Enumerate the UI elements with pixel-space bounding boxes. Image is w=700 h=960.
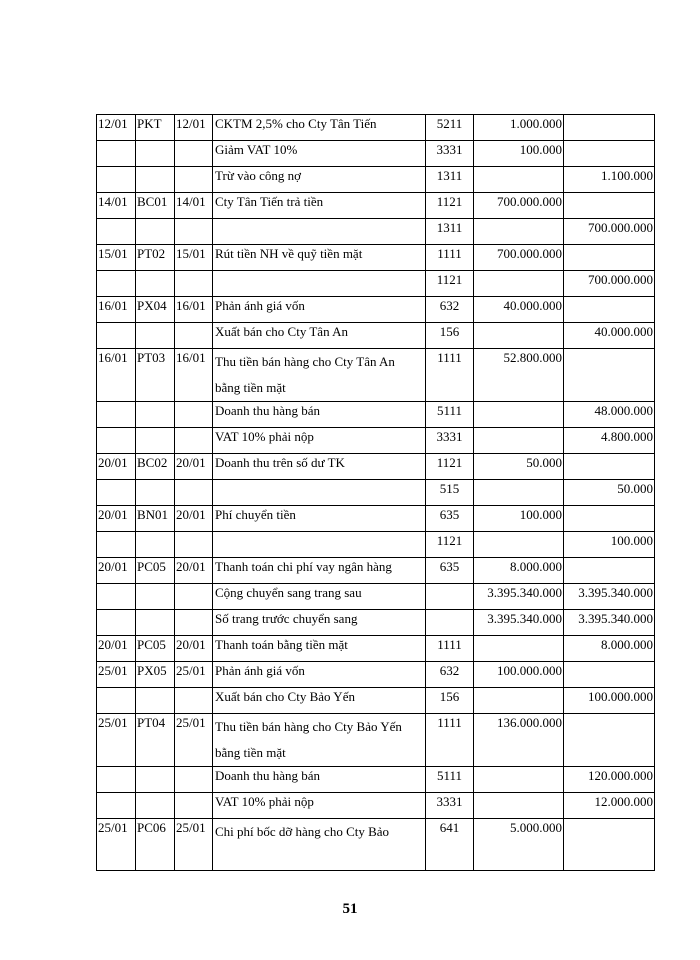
- voucher-number: PX04: [136, 297, 175, 323]
- account-code: 632: [426, 297, 474, 323]
- table-row: [97, 532, 655, 558]
- voucher-number: PC06: [136, 819, 175, 871]
- voucher-number: PC05: [136, 636, 175, 662]
- voucher-number: PC05: [136, 558, 175, 584]
- entry-description: [213, 532, 426, 558]
- credit-amount: [564, 115, 655, 141]
- debit-amount: 700.000.000: [474, 245, 564, 271]
- debit-amount: [474, 688, 564, 714]
- credit-amount: [564, 297, 655, 323]
- account-code: 1311: [426, 167, 474, 193]
- entry-date: [97, 219, 136, 245]
- entry-date: 20/01: [97, 636, 136, 662]
- account-code: 635: [426, 558, 474, 584]
- voucher-date: 20/01: [175, 636, 213, 662]
- voucher-number: [136, 428, 175, 454]
- entry-description: Rút tiền NH về quỹ tiền mặt: [213, 245, 426, 271]
- entry-date: 25/01: [97, 819, 136, 871]
- entry-date: 15/01: [97, 245, 136, 271]
- entry-date: [97, 688, 136, 714]
- entry-date: [97, 141, 136, 167]
- account-code: 1111: [426, 245, 474, 271]
- account-code: [426, 584, 474, 610]
- credit-amount: 120.000.000: [564, 767, 655, 793]
- debit-amount: [474, 480, 564, 506]
- credit-amount: 8.000.000: [564, 636, 655, 662]
- credit-amount: [564, 141, 655, 167]
- table-row: [97, 141, 655, 167]
- entry-description: Phản ánh giá vốn: [213, 662, 426, 688]
- credit-amount: [564, 349, 655, 402]
- entry-description: Xuất bán cho Cty Tân An: [213, 323, 426, 349]
- debit-amount: [474, 402, 564, 428]
- account-code: 1111: [426, 714, 474, 767]
- voucher-date: 14/01: [175, 193, 213, 219]
- account-code: 635: [426, 506, 474, 532]
- entry-date: [97, 480, 136, 506]
- page-number: 51: [342, 901, 358, 917]
- table-row: [97, 323, 655, 349]
- entry-description: Trừ vào công nợ: [213, 167, 426, 193]
- voucher-date: [175, 584, 213, 610]
- entry-description: Thu tiền bán hàng cho Cty Tân An bằng tiền mặt: [213, 349, 426, 402]
- voucher-date: [175, 610, 213, 636]
- credit-amount: 700.000.000: [564, 219, 655, 245]
- entry-description: Xuất bán cho Cty Bảo Yến: [213, 688, 426, 714]
- entry-date: [97, 532, 136, 558]
- credit-amount: [564, 245, 655, 271]
- voucher-number: [136, 610, 175, 636]
- table-row: [97, 454, 655, 480]
- credit-amount: 100.000.000: [564, 688, 655, 714]
- credit-amount: 12.000.000: [564, 793, 655, 819]
- voucher-date: 20/01: [175, 558, 213, 584]
- account-code: 1121: [426, 271, 474, 297]
- voucher-number: [136, 532, 175, 558]
- account-code: 3331: [426, 141, 474, 167]
- debit-amount: [474, 323, 564, 349]
- voucher-date: [175, 141, 213, 167]
- entry-date: 20/01: [97, 454, 136, 480]
- table-row: [97, 349, 655, 402]
- account-code: 5111: [426, 402, 474, 428]
- entry-description: Chi phí bốc dỡ hàng cho Cty Bảo: [213, 819, 426, 871]
- debit-amount: 136.000.000: [474, 714, 564, 767]
- debit-amount: 3.395.340.000: [474, 610, 564, 636]
- voucher-number: [136, 219, 175, 245]
- voucher-number: [136, 271, 175, 297]
- entry-description: VAT 10% phải nộp: [213, 793, 426, 819]
- entry-description: Phí chuyển tiền: [213, 506, 426, 532]
- voucher-date: [175, 688, 213, 714]
- debit-amount: 50.000: [474, 454, 564, 480]
- voucher-date: [175, 532, 213, 558]
- account-code: 1121: [426, 532, 474, 558]
- voucher-number: PT02: [136, 245, 175, 271]
- table-row: [97, 767, 655, 793]
- ledger-body: [97, 115, 655, 871]
- table-row: [97, 662, 655, 688]
- account-code: 1121: [426, 193, 474, 219]
- voucher-number: BC01: [136, 193, 175, 219]
- voucher-date: 25/01: [175, 819, 213, 871]
- entry-date: 25/01: [97, 714, 136, 767]
- voucher-date: [175, 767, 213, 793]
- voucher-number: [136, 767, 175, 793]
- debit-amount: 100.000: [474, 141, 564, 167]
- entry-date: 20/01: [97, 506, 136, 532]
- credit-amount: [564, 662, 655, 688]
- entry-description: [213, 219, 426, 245]
- table-row: [97, 506, 655, 532]
- entry-description: [213, 480, 426, 506]
- table-row: [97, 219, 655, 245]
- debit-amount: 700.000.000: [474, 193, 564, 219]
- voucher-number: [136, 584, 175, 610]
- table-row: [97, 558, 655, 584]
- voucher-date: 15/01: [175, 245, 213, 271]
- voucher-number: PT04: [136, 714, 175, 767]
- voucher-number: PKT: [136, 115, 175, 141]
- account-code: 5211: [426, 115, 474, 141]
- voucher-number: PT03: [136, 349, 175, 402]
- debit-amount: 100.000.000: [474, 662, 564, 688]
- debit-amount: [474, 767, 564, 793]
- table-row: [97, 636, 655, 662]
- table-row: [97, 793, 655, 819]
- account-code: 1121: [426, 454, 474, 480]
- account-code: 5111: [426, 767, 474, 793]
- entry-date: 14/01: [97, 193, 136, 219]
- table-row: [97, 297, 655, 323]
- debit-amount: 52.800.000: [474, 349, 564, 402]
- entry-date: 25/01: [97, 662, 136, 688]
- entry-date: [97, 167, 136, 193]
- entry-date: [97, 767, 136, 793]
- voucher-date: 20/01: [175, 506, 213, 532]
- voucher-date: 25/01: [175, 714, 213, 767]
- voucher-date: 12/01: [175, 115, 213, 141]
- voucher-number: [136, 141, 175, 167]
- credit-amount: [564, 506, 655, 532]
- credit-amount: 700.000.000: [564, 271, 655, 297]
- account-code: 3331: [426, 793, 474, 819]
- entry-date: [97, 402, 136, 428]
- table-row: [97, 428, 655, 454]
- credit-amount: [564, 193, 655, 219]
- credit-amount: [564, 454, 655, 480]
- table-row: [97, 714, 655, 767]
- entry-date: [97, 428, 136, 454]
- table-row: [97, 688, 655, 714]
- entry-description: Thu tiền bán hàng cho Cty Bảo Yến bằng tiền mặt: [213, 714, 426, 767]
- debit-amount: [474, 532, 564, 558]
- table-row: [97, 610, 655, 636]
- table-row: [97, 115, 655, 141]
- voucher-number: [136, 323, 175, 349]
- entry-description: Thanh toán bằng tiền mặt: [213, 636, 426, 662]
- voucher-date: [175, 793, 213, 819]
- debit-amount: 8.000.000: [474, 558, 564, 584]
- debit-amount: 3.395.340.000: [474, 584, 564, 610]
- voucher-number: [136, 167, 175, 193]
- table-row: [97, 402, 655, 428]
- voucher-date: 16/01: [175, 349, 213, 402]
- voucher-date: [175, 402, 213, 428]
- entry-date: [97, 271, 136, 297]
- voucher-number: PX05: [136, 662, 175, 688]
- voucher-date: [175, 271, 213, 297]
- entry-date: [97, 323, 136, 349]
- debit-amount: 100.000: [474, 506, 564, 532]
- credit-amount: [564, 819, 655, 871]
- entry-date: [97, 793, 136, 819]
- voucher-date: [175, 480, 213, 506]
- voucher-date: 20/01: [175, 454, 213, 480]
- credit-amount: 50.000: [564, 480, 655, 506]
- credit-amount: [564, 558, 655, 584]
- voucher-number: [136, 793, 175, 819]
- table-row: [97, 584, 655, 610]
- entry-description: Phản ánh giá vốn: [213, 297, 426, 323]
- voucher-date: 25/01: [175, 662, 213, 688]
- entry-description: Cộng chuyển sang trang sau: [213, 584, 426, 610]
- voucher-date: 16/01: [175, 297, 213, 323]
- credit-amount: 1.100.000: [564, 167, 655, 193]
- entry-description: [213, 271, 426, 297]
- entry-description: Doanh thu hàng bán: [213, 402, 426, 428]
- debit-amount: [474, 428, 564, 454]
- credit-amount: 3.395.340.000: [564, 610, 655, 636]
- credit-amount: [564, 714, 655, 767]
- voucher-number: [136, 402, 175, 428]
- table-row: [97, 271, 655, 297]
- debit-amount: [474, 219, 564, 245]
- entry-date: [97, 584, 136, 610]
- account-code: 3331: [426, 428, 474, 454]
- table-row: [97, 167, 655, 193]
- account-code: 1111: [426, 349, 474, 402]
- entry-description: Doanh thu hàng bán: [213, 767, 426, 793]
- entry-description: CKTM 2,5% cho Cty Tân Tiến: [213, 115, 426, 141]
- voucher-date: [175, 428, 213, 454]
- voucher-date: [175, 219, 213, 245]
- debit-amount: 5.000.000: [474, 819, 564, 871]
- entry-description: VAT 10% phải nộp: [213, 428, 426, 454]
- debit-amount: [474, 167, 564, 193]
- debit-amount: 1.000.000: [474, 115, 564, 141]
- credit-amount: 4.800.000: [564, 428, 655, 454]
- entry-description: Giảm VAT 10%: [213, 141, 426, 167]
- credit-amount: 100.000: [564, 532, 655, 558]
- journal-ledger-table: [96, 114, 655, 871]
- account-code: 156: [426, 323, 474, 349]
- voucher-number: [136, 480, 175, 506]
- credit-amount: 40.000.000: [564, 323, 655, 349]
- entry-date: 20/01: [97, 558, 136, 584]
- entry-date: 16/01: [97, 349, 136, 402]
- table-row: [97, 480, 655, 506]
- table-row: [97, 193, 655, 219]
- account-code: [426, 610, 474, 636]
- debit-amount: [474, 271, 564, 297]
- voucher-date: [175, 323, 213, 349]
- entry-date: 16/01: [97, 297, 136, 323]
- account-code: 1111: [426, 636, 474, 662]
- entry-description: Cty Tân Tiến trả tiền: [213, 193, 426, 219]
- entry-date: 12/01: [97, 115, 136, 141]
- entry-description: Doanh thu trên số dư TK: [213, 454, 426, 480]
- account-code: 641: [426, 819, 474, 871]
- voucher-date: [175, 167, 213, 193]
- account-code: 1311: [426, 219, 474, 245]
- credit-amount: 48.000.000: [564, 402, 655, 428]
- voucher-number: BN01: [136, 506, 175, 532]
- debit-amount: 40.000.000: [474, 297, 564, 323]
- entry-date: [97, 610, 136, 636]
- voucher-number: [136, 688, 175, 714]
- entry-description: Thanh toán chi phí vay ngân hàng: [213, 558, 426, 584]
- voucher-number: BC02: [136, 454, 175, 480]
- credit-amount: 3.395.340.000: [564, 584, 655, 610]
- account-code: 515: [426, 480, 474, 506]
- account-code: 632: [426, 662, 474, 688]
- table-row: [97, 819, 655, 871]
- account-code: 156: [426, 688, 474, 714]
- entry-description: Số trang trước chuyển sang: [213, 610, 426, 636]
- table-row: [97, 245, 655, 271]
- debit-amount: [474, 636, 564, 662]
- debit-amount: [474, 793, 564, 819]
